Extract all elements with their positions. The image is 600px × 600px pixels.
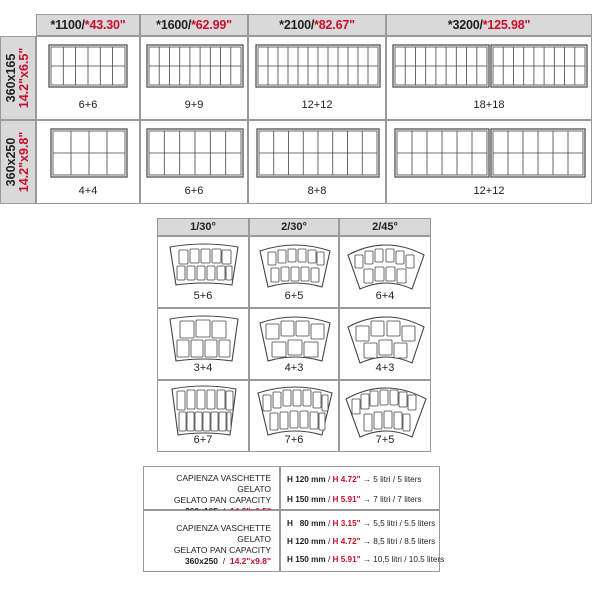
layout-cell-2100-165: [248, 36, 386, 120]
curved-cell-1-30-c: [157, 380, 249, 452]
capacity-values-360x165: [280, 466, 440, 510]
cell-label: 7+5: [375, 434, 395, 446]
layout-cell-2100-250: [248, 120, 386, 204]
layout-cell-3200-250: [386, 120, 592, 204]
cell-label: 18+18: [473, 99, 505, 111]
curved-cell-1-30-b: [157, 308, 249, 380]
capacity-line: H 120 mm / H 4.72" → 5 litri / 5 liters: [287, 475, 422, 484]
cell-label: 6+6: [78, 99, 98, 111]
curved-cell-2-30-c: [249, 380, 339, 452]
capacity-label-360x165: CAPIENZA VASCHETTE GELATO GELATO PAN CAPACITY: [143, 466, 280, 510]
curved-cell-2-30-b: [249, 308, 339, 380]
column-header-1-30: 1/30°: [157, 218, 249, 236]
column-header-3200: *3200 / *125.98": [386, 14, 592, 36]
cell-label: 6+5: [284, 290, 304, 302]
column-header-2-45: 2/45°: [339, 218, 431, 236]
capacity-line: H 120 mm / H 4.72" → 8,5 litri / 8.5 liters: [287, 537, 436, 546]
curved-cell-2-45-b: [339, 308, 431, 380]
cell-label: 7+6: [284, 434, 304, 446]
cell-label: 4+4: [78, 185, 98, 197]
cell-label: 4+3: [375, 362, 395, 374]
cell-label: 3+4: [193, 362, 213, 374]
column-header-2-30: 2/30°: [249, 218, 339, 236]
cell-label: 6+7: [193, 434, 213, 446]
capacity-line: H 80 mm / H 3.15" → 5,5 litri / 5.5 liters: [287, 519, 436, 528]
cell-label: 9+9: [184, 99, 204, 111]
row-header-360x250: 360x250 14.2"x9.8": [0, 120, 36, 204]
layout-cell-1600-250: [140, 120, 248, 204]
layout-cell-1100-250: [36, 120, 140, 204]
curved-cell-2-45-c: [339, 380, 431, 452]
layout-cell-3200-165: [386, 36, 592, 120]
column-header-1100: *1100 / *43.30": [36, 14, 140, 36]
cell-label: 8+8: [307, 185, 327, 197]
capacity-values-360x250: [280, 510, 445, 572]
column-header-2100: *2100 / *82.67": [248, 14, 386, 36]
curved-cell-2-45-a: [339, 236, 431, 308]
column-header-1600: *1600 / *62.99": [140, 14, 248, 36]
cell-label: 4+3: [284, 362, 304, 374]
capacity-line: H 150 mm / H 5.91" → 7 litri / 7 liters: [287, 495, 422, 504]
layout-cell-1100-165: [36, 36, 140, 120]
curved-cell-1-30-a: [157, 236, 249, 308]
curved-cell-2-30-a: [249, 236, 339, 308]
cell-label: 6+4: [375, 290, 395, 302]
cell-label: 5+6: [193, 290, 213, 302]
cell-label: 12+12: [473, 185, 505, 197]
capacity-line: H 150 mm / H 5.91" → 10,5 litri / 10.5 liters: [287, 555, 445, 564]
row-header-360x165: 360x165 14.2"x6.5": [0, 36, 36, 120]
cell-label: 6+6: [184, 185, 204, 197]
layout-cell-1600-165: [140, 36, 248, 120]
cell-label: 12+12: [301, 99, 333, 111]
capacity-label-360x250: CAPIENZA VASCHETTE GELATO GELATO PAN CAPACITY 360x250 / 14.2"x9.8": [143, 510, 280, 572]
